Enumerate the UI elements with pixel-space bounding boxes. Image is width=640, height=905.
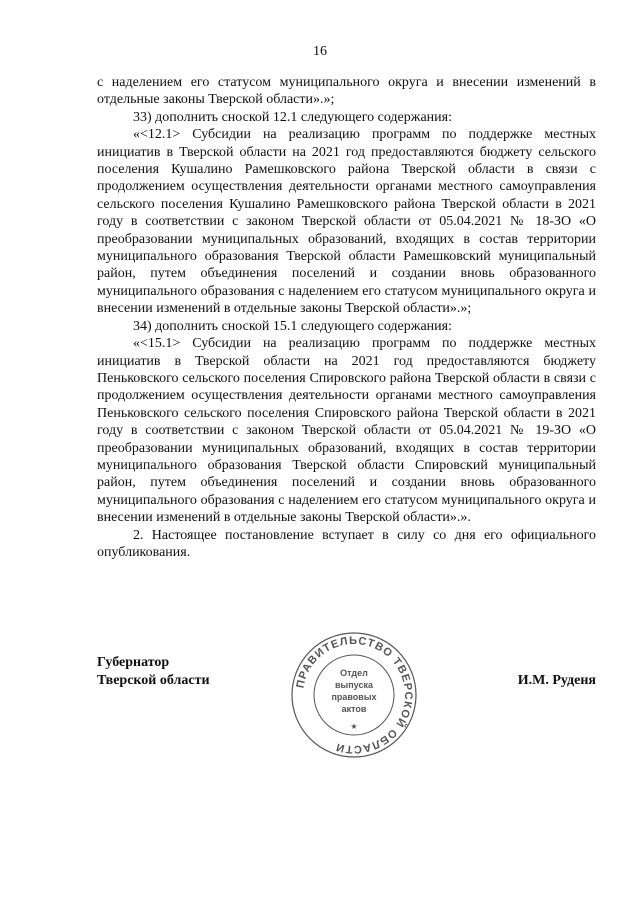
- paragraph-item-34: 34) дополнить сноской 15.1 следующего содержания:: [133, 318, 452, 334]
- paragraph-item-33: 33) дополнить сноской 12.1 следующего содержания:: [133, 109, 452, 125]
- signatory-name: И.М. Руденя: [517, 673, 596, 688]
- page-number: 16: [313, 44, 327, 59]
- stamp-inner-line-1: Отдел: [340, 668, 368, 678]
- paragraph-continuation: с наделением его статусом муниципального округа и внесении изменений в отдельные законы Тверской области».»;: [97, 75, 596, 108]
- signatory-title: [97, 654, 210, 690]
- paragraph-footnote-12-1: «<12.1> Субсидии на реализацию программ по поддержке местных инициатив в Тверской области на 2021 год предоставляются бюджету сельского поселения Кушалино Рамешковского района Тверской области в связи с продолжением осуществления деятельности органами местного самоуправления сельского поселения Кушалино Рамешковского района Тверской области в 2021 году в соответствии с законом Тверской области от 05.04.2021 № 18-ЗО «О преобразовании муниципальных образований, входящих в состав территории муниципального образования Тверской области Рамешковский муниципальный район, путем объединения поселений и создании вновь образованного муниципального образования с наделением его статусом муниципального округа и внесении изменений в отдельные законы Тверской области».»;: [97, 127, 596, 317]
- signatory-title-line1: Губернатор: [97, 655, 170, 670]
- signature-block: [97, 634, 596, 764]
- stamp-star-icon: ★: [350, 722, 358, 731]
- paragraph-effective-date: 2. Настоящее постановление вступает в силу со дня его официального опубликования.: [97, 527, 596, 560]
- official-stamp: [289, 630, 419, 760]
- stamp-inner-line-3: правовых: [331, 692, 377, 702]
- paragraph-footnote-15-1: «<15.1> Субсидии на реализацию программ по поддержке местных инициатив в Тверской области на 2021 год предоставляются бюджету Пеньковского сельского поселения Спировского района Тверской области в связи с продолжением осуществления деятельности органами местного самоуправления Пеньковского сельского поселения Спировского района Тверской области в 2021 году в соответствии с законом Тверской области от 05.04.2021 № 19-ЗО «О преобразовании муниципальных образований, входящих в состав территории муниципального образования Тверской области Спировский муниципальный район, путем объединения поселений и создании вновь образованного муниципального образования с наделением его статусом муниципального округа и внесении изменений в отдельные законы Тверской области».».: [97, 336, 596, 526]
- stamp-inner-line-4: актов: [341, 704, 367, 714]
- document-body: [97, 74, 596, 561]
- signatory-title-line2: Тверской области: [97, 673, 210, 688]
- stamp-inner-line-2: выпуска: [335, 680, 373, 690]
- stamp-ring-text: ПРАВИТЕЛЬСТВО ТВЕРСКОЙ ОБЛАСТИ: [294, 634, 415, 756]
